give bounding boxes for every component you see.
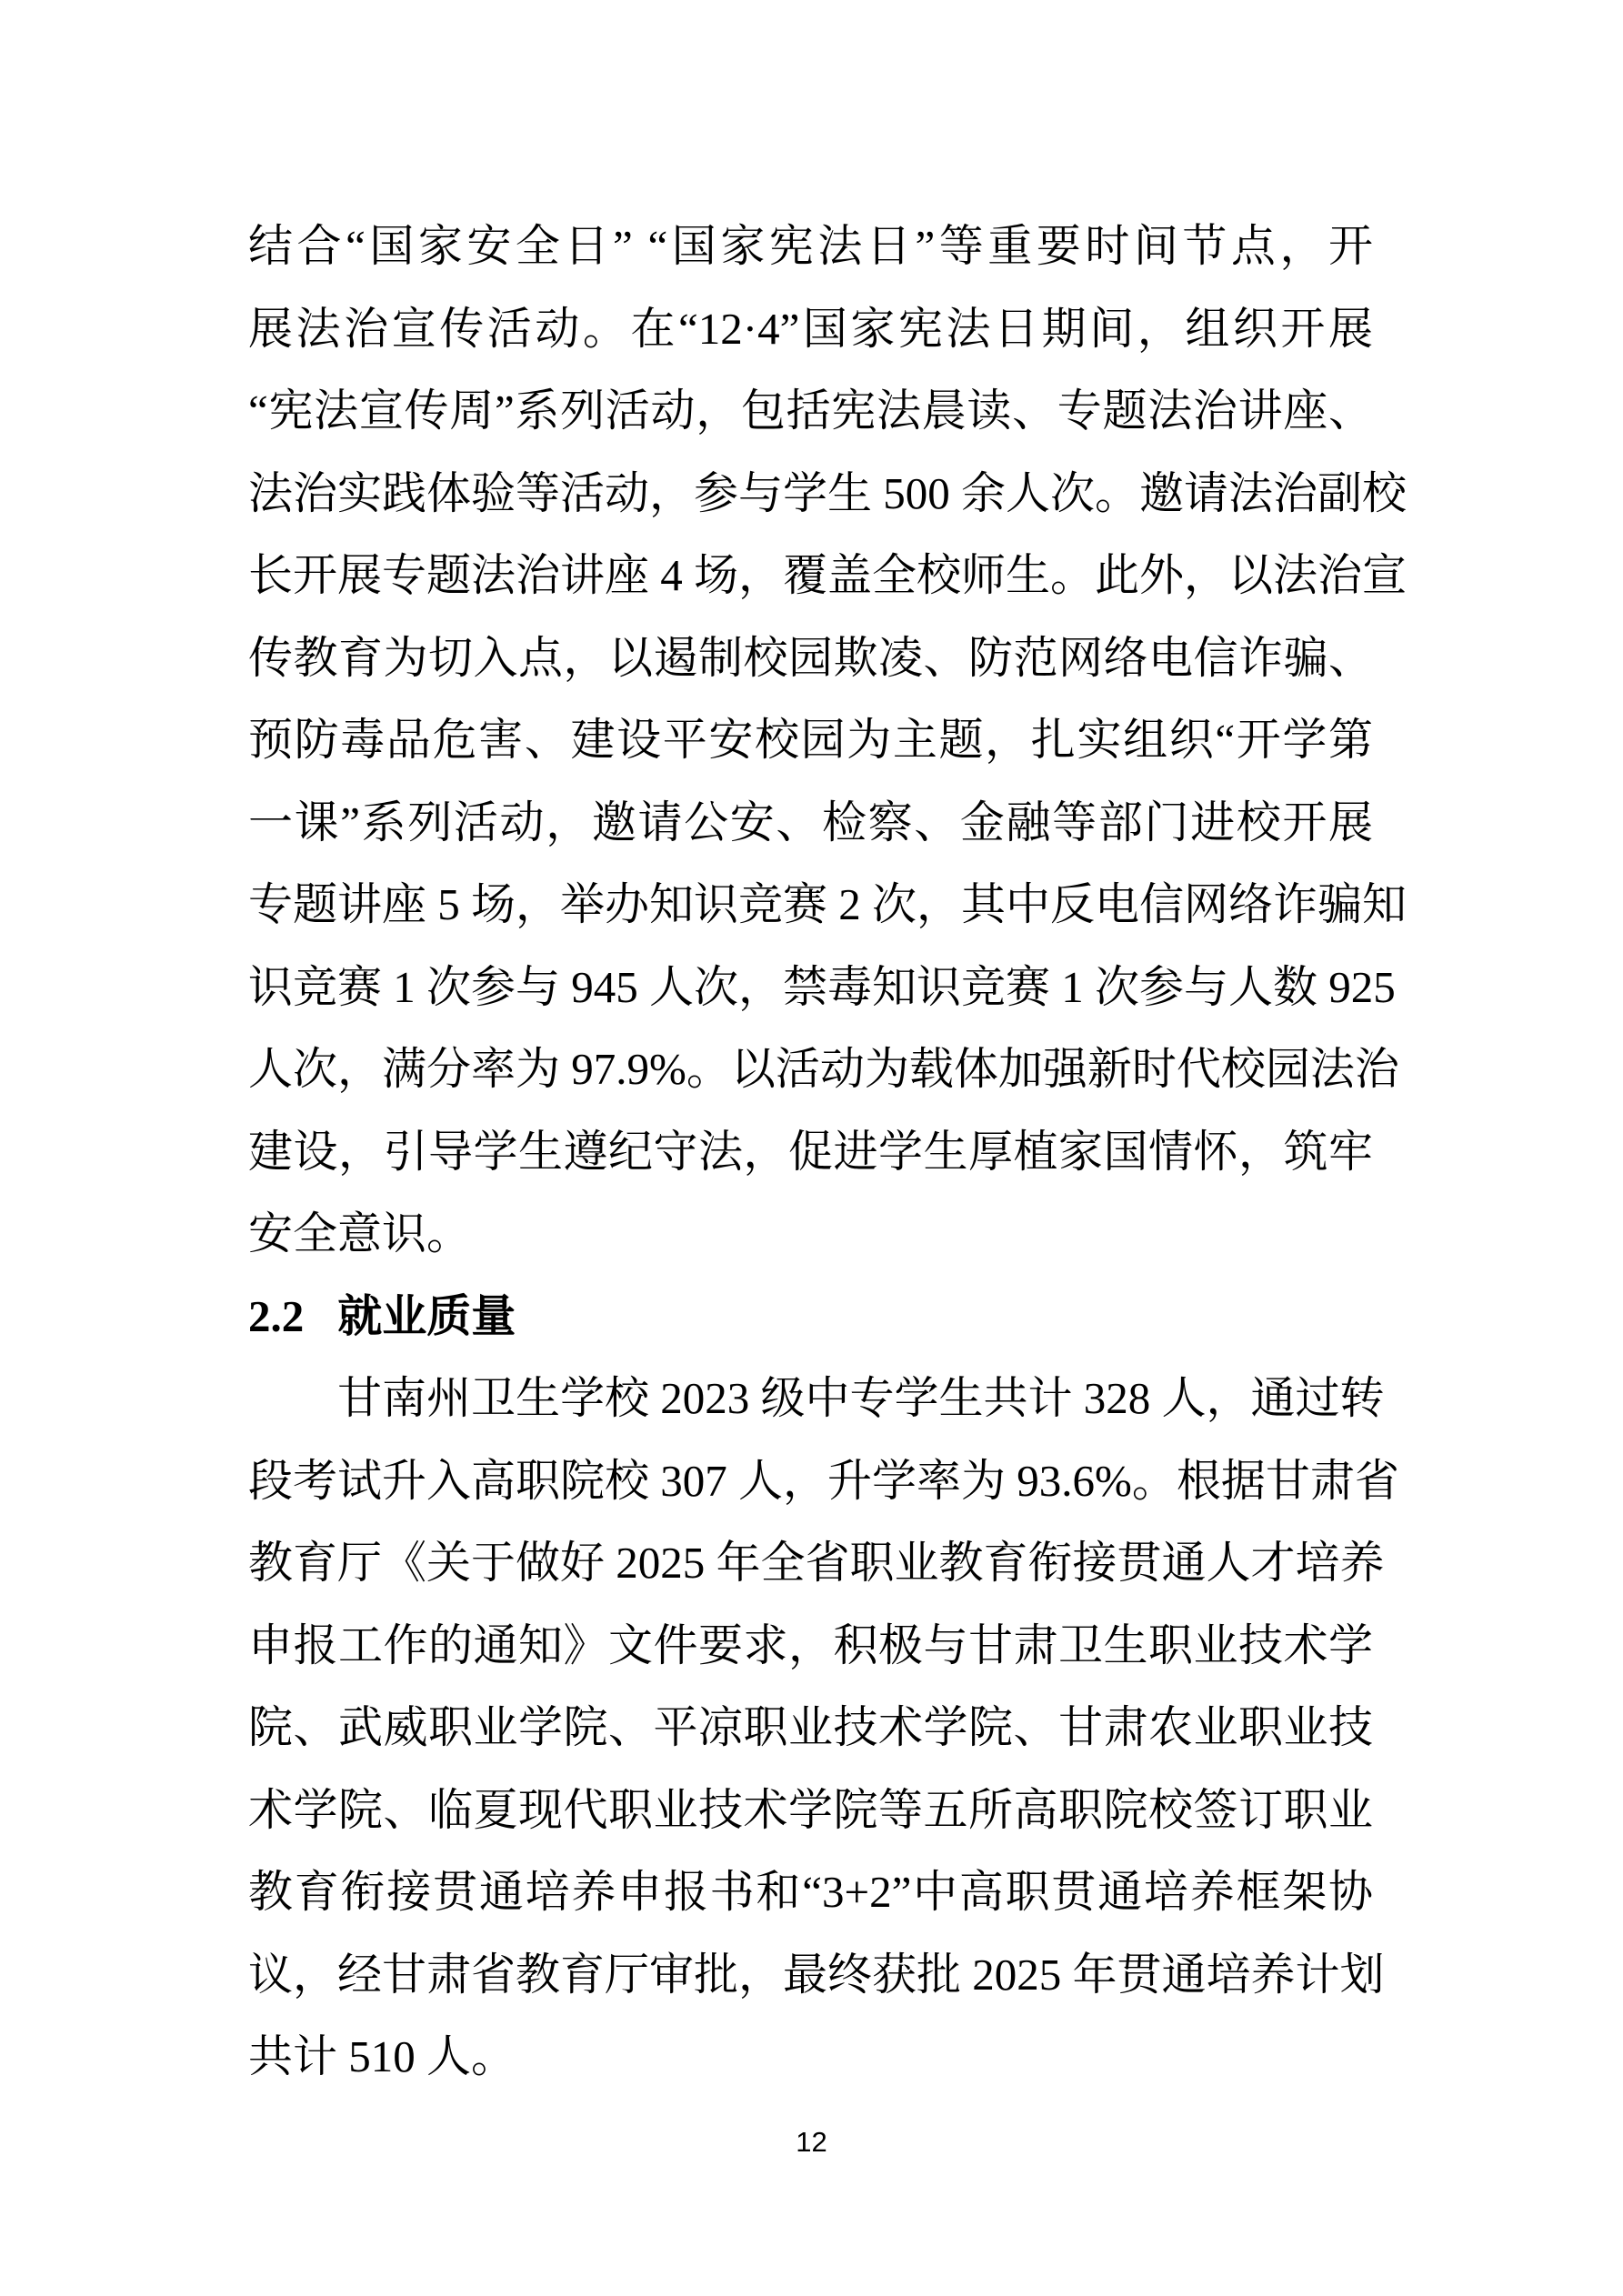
paragraph1-line: 预防毒品危害、建设平安校园为主题，扎实组织“开学第	[248, 715, 1373, 765]
paragraph2-line: 段考试升入高职院校 307 人，升学率为 93.6%。根据甘肃省	[248, 1455, 1399, 1506]
paragraph1-line: 传教育为切入点，以遏制校园欺凌、防范网络电信诈骗、	[248, 632, 1373, 683]
paragraph2-line: 共计 510 人。	[248, 2031, 516, 2081]
paragraph1-line: 法治实践体验等活动，参与学生 500 余人次。邀请法治副校	[248, 467, 1408, 518]
paragraph1-line: 识竞赛 1 次参与 945 人次，禁毒知识竞赛 1 次参与人数 925	[248, 961, 1396, 1012]
paragraph2-line: 教育衔接贯通培养申报书和“3+2”中高职贯通培养框架协	[248, 1867, 1373, 1917]
paragraph1-line: 安全意识。	[248, 1208, 472, 1258]
paragraph1-line: 人次，满分率为 97.9%。以活动为载体加强新时代校园法治	[248, 1044, 1399, 1094]
paragraph2-line: 申报工作的通知》文件要求，积极与甘肃卫生职业技术学	[248, 1619, 1373, 1670]
paragraph2-line: 院、武威职业学院、平凉职业技术学院、甘肃农业职业技	[248, 1702, 1373, 1752]
paragraph2-line: 议，经甘肃省教育厅审批，最终获批 2025 年贯通培养计划	[248, 1949, 1385, 2000]
paragraph1-line: 展法治宣传活动。在“12·4”国家宪法日期间，组织开展	[248, 303, 1373, 354]
section-heading-title: 就业质量	[337, 1290, 516, 1341]
paragraph1-line: 长开展专题法治讲座 4 场，覆盖全校师生。此外，以法治宣	[248, 550, 1408, 600]
paragraph1-line: 建设，引导学生遵纪守法，促进学生厚植家国情怀，筑牢	[248, 1126, 1373, 1177]
section-heading-number: 2.2	[248, 1290, 305, 1341]
paragraph2-line: 术学院、临夏现代职业技术学院等五所高职院校签订职业	[248, 1784, 1373, 1835]
page-number: 12	[796, 2126, 827, 2158]
paragraph1-line: 专题讲座 5 场，举办知识竞赛 2 次，其中反电信网络诈骗知	[248, 879, 1408, 929]
paragraph2-line: 甘南州卫生学校 2023 级中专学生共计 328 人，通过转	[337, 1373, 1385, 1423]
paragraph2-line: 教育厅《关于做好 2025 年全省职业教育衔接贯通人才培养	[248, 1538, 1385, 1588]
paragraph1-line: 一课”系列活动，邀请公安、检察、金融等部门进校开展	[248, 797, 1373, 847]
document-body	[248, 206, 1408, 2099]
paragraph1-line: “宪法宣传周”系列活动，包括宪法晨读、专题法治讲座、	[248, 386, 1373, 436]
paragraph1-line: 结合“国家安全日” “国家宪法日”等重要时间节点，开	[248, 221, 1373, 271]
section-heading	[248, 1276, 1373, 1359]
